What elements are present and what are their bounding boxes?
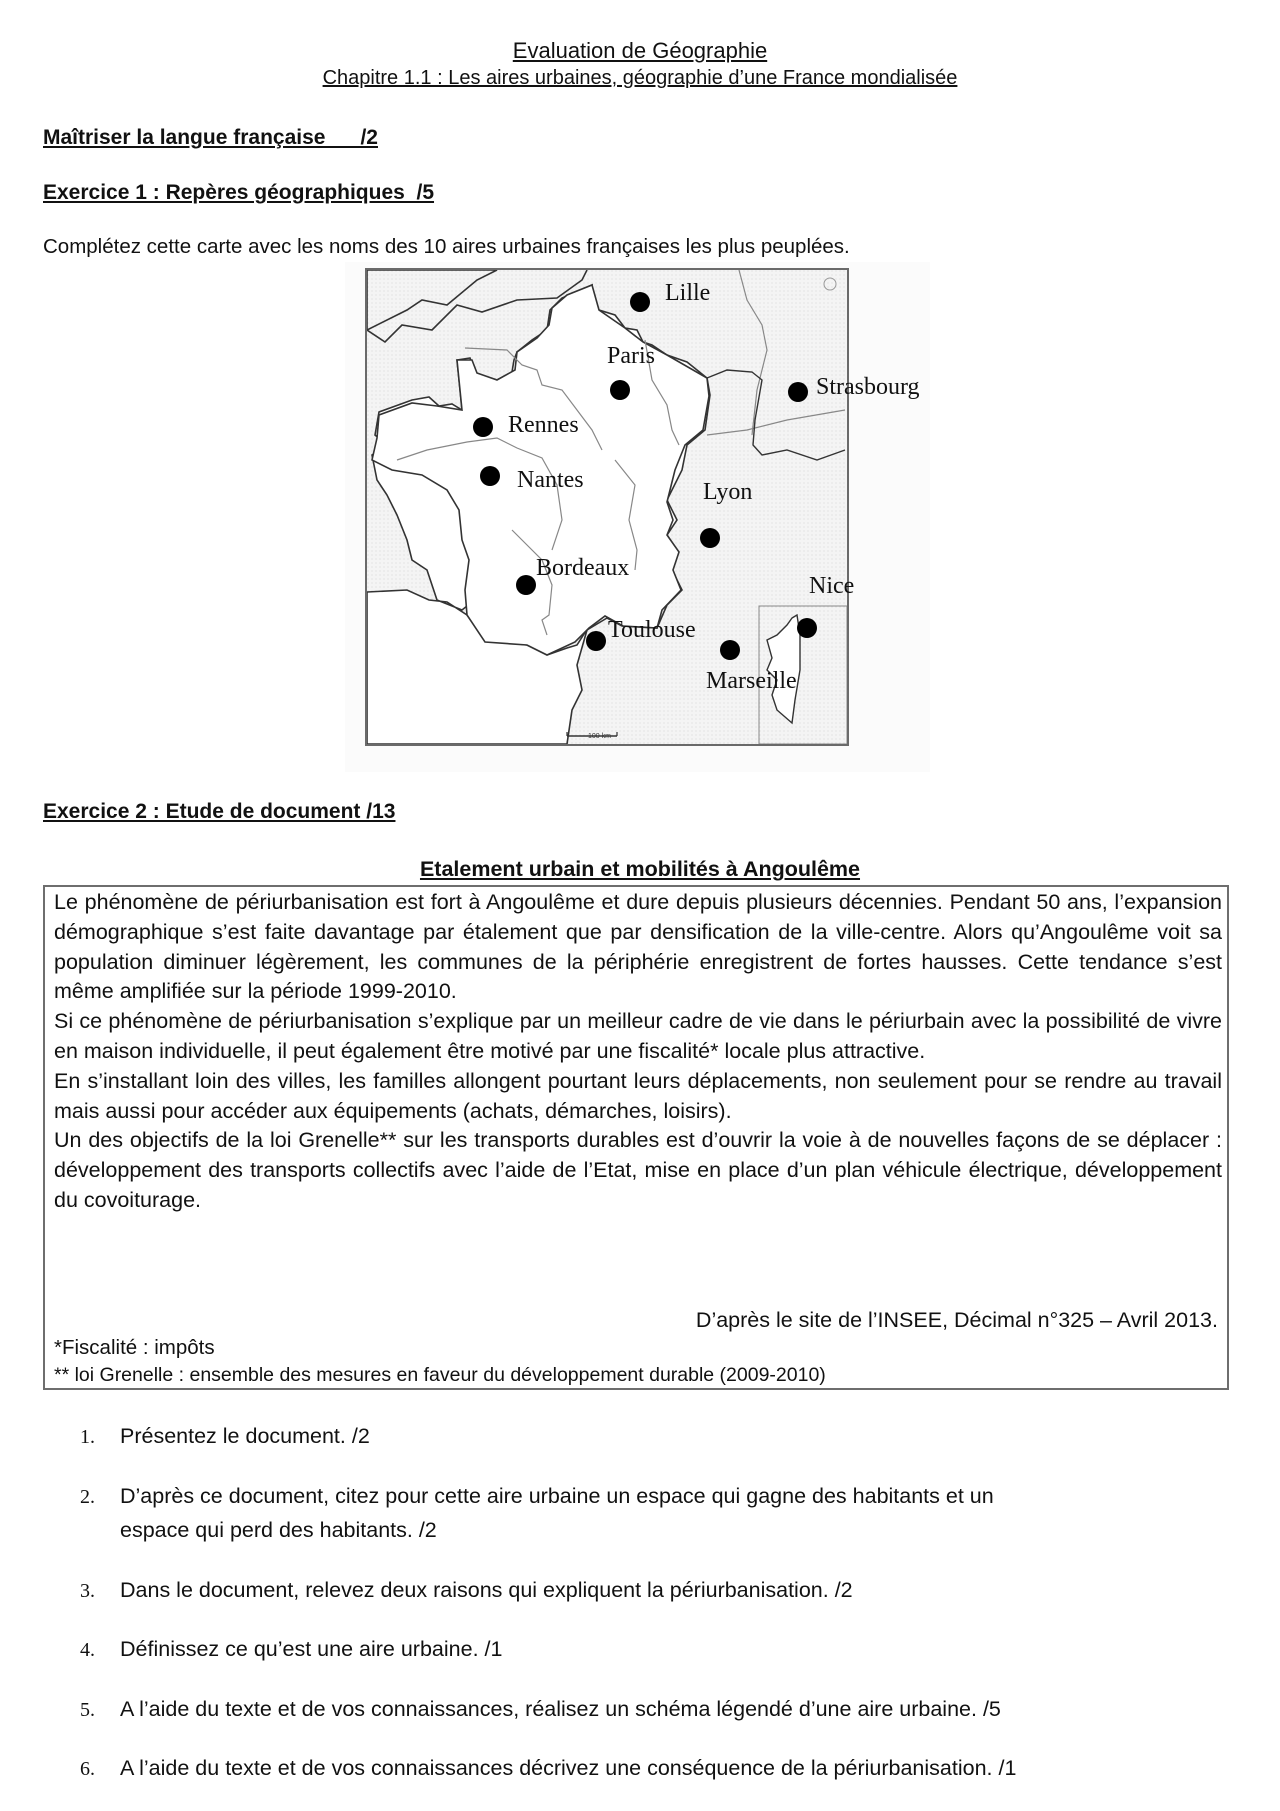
city-label: Rennes xyxy=(508,412,579,438)
question-text: Définissez ce qu’est une aire urbaine. /1 xyxy=(120,1637,503,1661)
question-2 xyxy=(80,1484,994,1509)
question-number: 5. xyxy=(80,1699,95,1721)
section-langue: Maîtriser la langue française /2 xyxy=(43,126,378,149)
city-label: Nice xyxy=(809,573,855,599)
question-number: 2. xyxy=(80,1486,95,1508)
city-label: Marseille xyxy=(706,668,797,694)
page-subtitle: Chapitre 1.1 : Les aires urbaines, géographie d’une France mondialisée xyxy=(322,67,958,89)
exercice-1-instruction: Complétez cette carte avec les noms des 10 aires urbaines françaises les plus peuplées. xyxy=(43,235,850,258)
question-text: Présentez le document. /2 xyxy=(120,1424,370,1448)
city-label: Lille xyxy=(665,280,711,306)
city-label: Bordeaux xyxy=(536,555,630,581)
question-number: 1. xyxy=(80,1426,95,1448)
document-title: Etalement urbain et mobilités à Angoulême xyxy=(419,857,861,881)
question-number: 3. xyxy=(80,1580,95,1602)
footnote-grenelle: ** loi Grenelle : ensemble des mesures en faveur du développement durable (2009-2010) xyxy=(54,1364,826,1386)
question-number: 6. xyxy=(80,1758,95,1780)
city-dot-icon xyxy=(700,528,720,548)
city-label: Lyon xyxy=(703,479,753,505)
document-source: D’après le site de l’INSEE, Décimal n°325 – Avril 2013. xyxy=(695,1308,1218,1332)
document-paragraph: En s’installant loin des villes, les familles allongent pourtant leurs déplacements, non seulement pour se rendre au travail mais aussi pour accéder aux équipements (achats, démarches, loisirs). xyxy=(54,1068,1222,1123)
question-text: Dans le document, relevez deux raisons qui expliquent la périurbanisation. /2 xyxy=(120,1578,853,1602)
question-6 xyxy=(80,1756,1016,1781)
city-dot-icon xyxy=(516,575,536,595)
question-number: 4. xyxy=(80,1639,95,1661)
section-exercice-2: Exercice 2 : Etude de document /13 xyxy=(43,800,396,823)
document-paragraph: Un des objectifs de la loi Grenelle** sur les transports durables est d’ouvrir la voie à de nouvelles façons de se déplacer : développement des transports collectifs avec l’aide de l’Etat, mise en place d’un plan véhicule électrique, développement du covoiturage. xyxy=(54,1128,1222,1212)
document-paragraph: Si ce phénomène de périurbanisation s’explique par un meilleur cadre de vie dans le périurbain avec la possibilité de vivre en maison individuelle, il peut également être motivé par une fiscalité* locale plus attractive. xyxy=(54,1009,1222,1063)
document-text xyxy=(54,888,1222,1216)
city-label: Paris xyxy=(607,343,655,369)
city-dot-icon xyxy=(586,631,606,651)
document-paragraph: Le phénomène de périurbanisation est fort à Angoulême et dure depuis plusieurs décennies. Pendant 50 ans, l’expansion démographique s’est faite davantage par étalement que par densification de la ville-centre. Alors qu’Angoulême voit sa population diminuer légèrement, les communes de la périphérie enregistrent de fortes hausses. Cette tendance s’est même amplifiée sur la période 1999-2010. xyxy=(54,890,1222,1004)
question-text: D’après ce document, citez pour cette aire urbaine un espace qui gagne des habitants et un xyxy=(120,1484,994,1508)
map-scale-label: 100 km xyxy=(588,733,611,740)
city-dot-icon xyxy=(610,380,630,400)
city-dot-icon xyxy=(630,292,650,312)
question-2-continued: espace qui perd des habitants. /2 xyxy=(120,1518,437,1542)
page-title: Evaluation de Géographie xyxy=(512,38,768,63)
question-5 xyxy=(80,1697,1001,1722)
city-dot-icon xyxy=(473,417,493,437)
question-1 xyxy=(80,1424,370,1449)
city-label: Nantes xyxy=(517,467,584,493)
section-exercice-1: Exercice 1 : Repères géographiques /5 xyxy=(43,181,435,204)
city-label: Strasbourg xyxy=(816,374,920,400)
question-text: A l’aide du texte et de vos connaissances décrivez une conséquence de la périurbanisation. /1 xyxy=(120,1756,1017,1780)
question-3 xyxy=(80,1578,853,1603)
city-dot-icon xyxy=(480,466,500,486)
question-text: A l’aide du texte et de vos connaissances, réalisez un schéma légendé d’une aire urbaine. /5 xyxy=(120,1697,1001,1721)
footnote-fiscalite: *Fiscalité : impôts xyxy=(54,1336,215,1359)
question-4 xyxy=(80,1637,502,1662)
city-dot-icon xyxy=(720,640,740,660)
city-dot-icon xyxy=(788,382,808,402)
city-label: Toulouse xyxy=(608,617,696,643)
city-dot-icon xyxy=(797,618,817,638)
